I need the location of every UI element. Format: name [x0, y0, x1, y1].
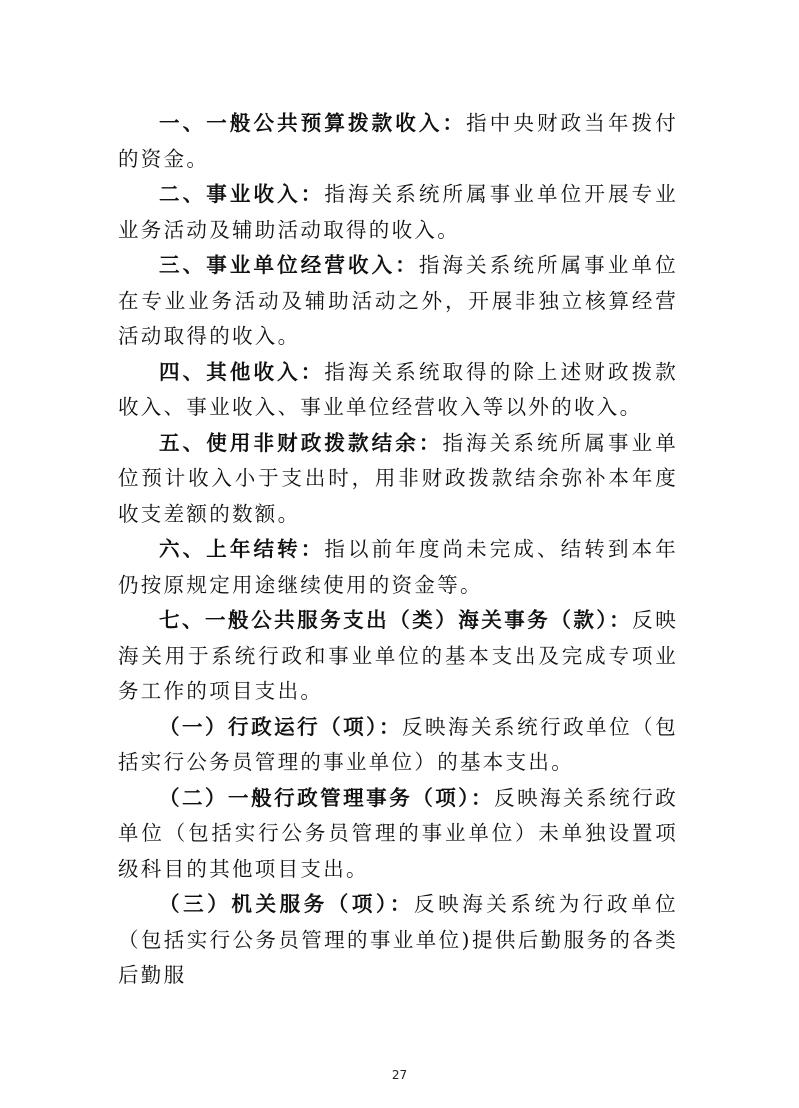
- term: （二）一般行政管理事务（项）：: [159, 785, 495, 810]
- definition: 指中央财政当年拨付的资金。: [118, 111, 678, 171]
- definition: 指海关系统所属事业单位预计收入小于支出时，用非财政拨款结余弥补本年度收支差额的数额。: [118, 430, 678, 526]
- definition: 反映海关系统行政单位（包括实行公务员管理的事业单位）的基本支出。: [118, 714, 678, 774]
- paragraph-general-budget-allocation: [118, 106, 678, 177]
- term: 四、其他收入：: [159, 359, 325, 384]
- paragraph-other-income: [118, 355, 678, 426]
- term: 七、一般公共服务支出（类）海关事务（款）：: [159, 608, 633, 632]
- paragraph-previous-year-carryover: [118, 532, 678, 603]
- paragraph-operating-income: [118, 248, 678, 355]
- term: 二、事业收入：: [159, 182, 325, 206]
- definition: 指海关系统所属事业单位开展专业业务活动及辅助活动取得的收入。: [118, 182, 678, 242]
- paragraph-administrative-operation: [118, 710, 678, 781]
- term: 一、一般公共预算拨款收入：: [159, 111, 467, 135]
- term: 五、使用非财政拨款结余：: [159, 430, 443, 455]
- paragraph-agency-services: [118, 887, 678, 994]
- paragraph-customs-affairs: [118, 603, 678, 710]
- paragraph-non-fiscal-balance: [118, 426, 678, 533]
- definition: 反映海关系统行政单位（包括实行公务员管理的事业单位）未单独设置项级科目的其他项目支出。: [118, 785, 679, 881]
- definition: 指海关系统取得的除上述财政拨款收入、事业收入、事业单位经营收入等以外的收入。: [118, 359, 678, 419]
- term: （一）行政运行（项）：: [159, 714, 402, 739]
- term: 三、事业单位经营收入：: [159, 253, 419, 277]
- term: （三）机关服务（项）：: [159, 892, 415, 916]
- definition: 指海关系统所属事业单位在专业业务活动及辅助活动之外，开展非独立核算经营活动取得的收入。: [118, 253, 678, 348]
- page-number: 27: [391, 1068, 408, 1082]
- definition: 反映海关系统为行政单位（包括实行公务员管理的事业单位)提供后勤服务的各类后勤服: [118, 892, 678, 987]
- definition: 指以前年度尚未完成、结转到本年仍按原规定用途继续使用的资金等。: [118, 537, 678, 597]
- term: 六、上年结转：: [159, 537, 325, 561]
- paragraph-business-income: [118, 177, 678, 248]
- definition: 反映海关用于系统行政和事业单位的基本支出及完成专项业务工作的项目支出。: [118, 608, 678, 703]
- paragraph-general-admin-affairs: [118, 781, 678, 888]
- document-body: [118, 106, 678, 994]
